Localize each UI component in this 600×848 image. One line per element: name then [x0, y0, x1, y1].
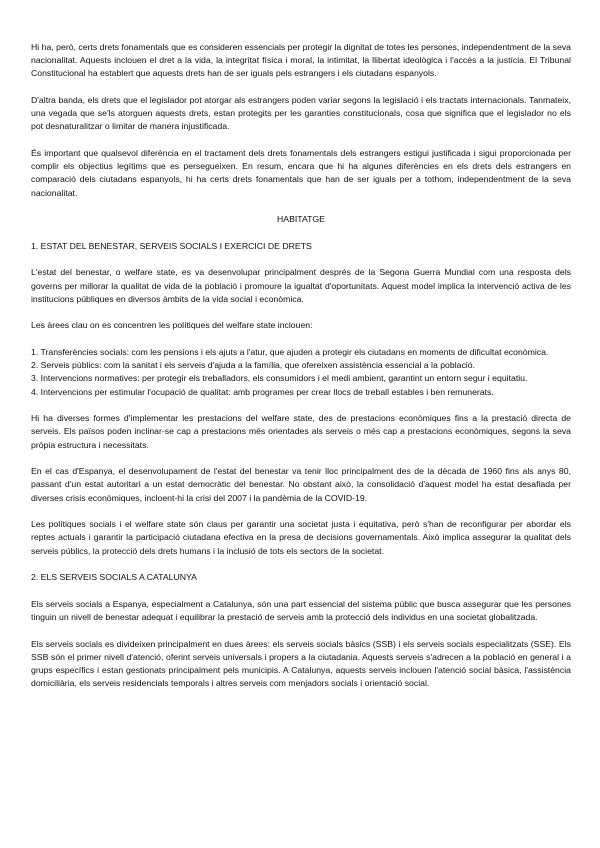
intro-paragraph-2: D'altra banda, els drets que el legislador pot atorgar als estrangers poden variar segons la legislació i els tractats internacionals. Tanmateix, una vegada que se'ls atorguen aquests drets, estan protegits per les garanties constitucionals, cosa que significa que el legislador no els pot desnaturalitzar o limitar de manera injustificada.: [31, 95, 571, 132]
list-item: 2. Serveis públics: com la sanitat i els serveis d'ajuda a la família, que ofereixen assistència essencial a la població.: [31, 360, 475, 371]
list-item: 1. Transferències socials: com les pensions i els ajuts a l'atur, que ajuden a protegir els ciutadans en moments de dificultat econòmica.: [31, 346, 549, 357]
section-1-paragraph-5: Les polítiques socials i el welfare state són claus per garantir una societat justa i equitativa, però s'han de reconfigurar per abordar els reptes actuals i garantir la participació ciutadana efectiva en la presa de decisions governamentals. Això implica assegurar la qualitat dels serveis públics, la protecció dels drets humans i la inclusió de tots els sectors de la societat.: [31, 519, 571, 556]
section-1-paragraph-1: L'estat del benestar, o welfare state, es va desenvolupar principalment després de la Segona Guerra Mundial com una resposta dels governs per millorar la qualitat de vida de la població i promoure la igualtat d'oportunitats. Aquest model implica la intervenció activa de les institucions públiques en diversos àmbits de la vida social i econòmica.: [31, 267, 571, 304]
section-1-heading: 1. ESTAT DEL BENESTAR, SERVEIS SOCIALS I EXERCICI DE DRETS: [31, 240, 312, 251]
section-2-paragraph-1: Els serveis socials a Espanya, especialment a Catalunya, són una part essencial del sistema públic que busca assegurar que les persones tinguin un nivell de benestar adequat i equilibrar la prestació de serveis amb la protecció dels individus en una societat globalitzada.: [31, 598, 571, 622]
list-item: 3. Intervencions normatives: per protegir els treballadors, els consumidors i el medi ambient, garantint un entorn segur i equitatiu.: [31, 373, 528, 384]
section-1-paragraph-4: En el cas d'Espanya, el desenvolupament de l'estat del benestar va tenir lloc principalment des de la dècada de 1960 fins als anys 80, passant d'un estat autoritari a un estat democràtic del benestar. No obstant això, la consolidació d'aquest model ha estat desafiada per diverses crisis econòmiques, incloent-hi la crisi del 2007 i la pandèmia de la COVID-19.: [31, 466, 571, 503]
intro-paragraph-1: Hi ha, però, certs drets fonamentals que es consideren essencials per protegir la dignitat de totes les persones, independentment de la seva nacionalitat. Aquests inclouen el dret a la vida, la integritat física i moral, la intimitat, la llibertat ideològica i l'accés a la justícia. El Tribunal Constitucional ha establert que aquests drets han de ser iguals pels estrangers i els ciutadans espanyols.: [31, 42, 571, 79]
welfare-areas-list: [31, 346, 571, 399]
section-1-paragraph-2: Les àrees clau on es concentren les polítiques del welfare state inclouen:: [31, 320, 313, 331]
section-1-paragraph-3: Hi ha diverses formes d'implementar les prestacions del welfare state, des de prestacions econòmiques fins a la prestació directa de serveis. Els països poden inclinar-se cap a prestacions més orientades als serveis o més cap a prestacions econòmiques, segons la seva pròpia estructura i necessitats.: [31, 413, 571, 450]
section-2-heading: 2. ELS SERVEIS SOCIALS A CATALUNYA: [31, 572, 197, 583]
list-item: 4. Intervencions per estimular l'ocupació de qualitat: amb programes per crear llocs de treball estables i ben remunerats.: [31, 386, 494, 397]
section-2-paragraph-2: Els serveis socials es divideixen principalment en dues àrees: els serveis socials bàsics (SSB) i els serveis socials especialitzats (SSE). Els SSB són el primer nivell d'atenció, oferint serveis universals i propers a la ciutadania. Aquests serveis s'adrecen a la població en general i a grups específics i estan gestionats principalment pels municipis. A Catalunya, aquests serveis inclouen l'atenció social bàsica, l'assistència domiciliària, els serveis residencials temporals i altres serveis com menjadors socials i orientació social.: [31, 638, 571, 689]
intro-paragraph-3: És important que qualsevol diferència en el tractament dels drets fonamentals dels estrangers estigui justificada i sigui proporcionada per complir els objectius legítims que es persegueixen. En resum, encara que hi ha algunes diferències en els drets dels estrangers en comparació dels ciutadans espanyols, hi ha certs drets fonamentals que han de ser iguals per a tothom, independentment de la seva nacionalitat.: [31, 148, 571, 198]
document-page: [31, 41, 571, 704]
habitatge-title: HABITATGE: [277, 214, 325, 225]
